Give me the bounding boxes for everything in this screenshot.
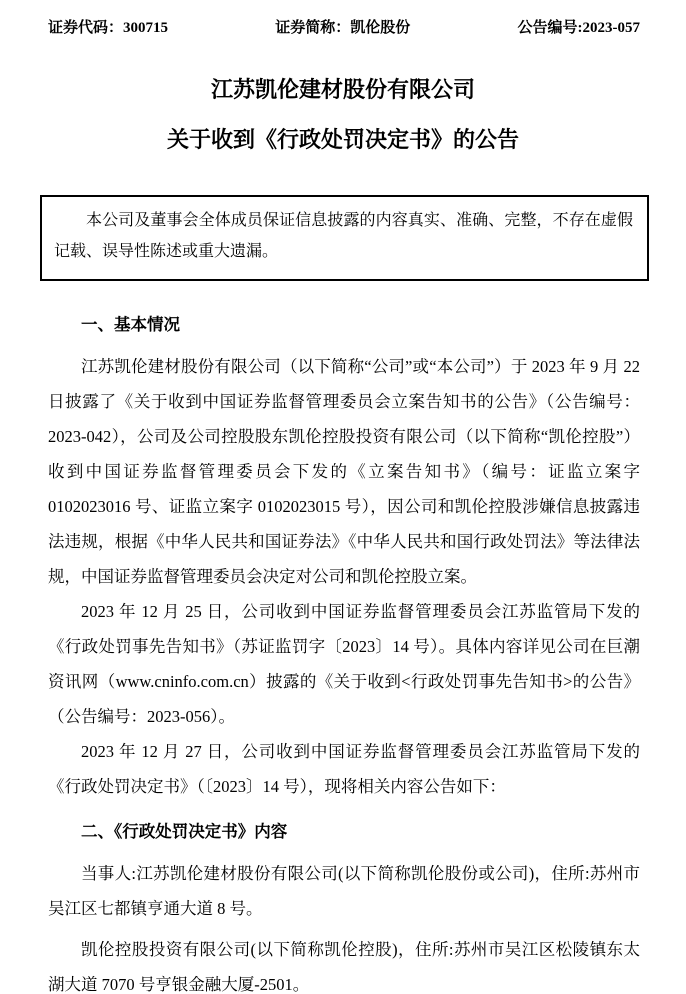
paragraph-advance-notice: 2023 年 12 月 25 日，公司收到中国证券监督管理委员会江苏监管局下发的《行政处罚事先告知书》（苏证监罚字〔2023〕14 号）。具体内容详见公司在巨潮资讯网（www.cninfo.com.cn）披露的《关于收到<行政处罚事先告知书>的公告》（公告编号：2023-056）。 [48,602,640,726]
section-heading-basic-info: 一、基本情况 [81,315,180,334]
stock-code: 证券代码：300715 [48,20,169,36]
paragraph-case-filing: 江苏凯伦建材股份有限公司（以下简称“公司”或“本公司”）于 2023 年 9 月 22 日披露了《关于收到中国证券监督管理委员会立案告知书的公告》（公告编号：2023-042），公司及公司控股股东凯伦控股投资有限公司（以下简称“凯伦控股”）收到中国证券监督管理委员会下发的《立案告知书》（编号：证监立案字 0102023016 号、证监立案字 0102023015 号），因公司和凯伦控股涉嫌信息披露违法违规，根据《中华人民共和国证券法》《中华人民共和国行政处罚法》等法律法规，中国证券监督管理委员会决定对公司和凯伦控股立案。 [48,357,640,586]
stock-name: 证券简称：凯伦股份 [275,20,411,36]
doc-header [48,16,640,37]
doc-title-line2: 关于收到《行政处罚决定书》的公告 [166,127,519,152]
doc-body [48,313,640,994]
disclaimer-text: 本公司及董事会全体成员保证信息披露的内容真实、准确、完整，不存在虚假记载、误导性陈述或重大遗漏。 [54,212,633,260]
disclaimer-box [40,195,649,281]
paragraph-decision-received: 2023 年 12 月 27 日，公司收到中国证券监督管理委员会江苏监管局下发的《行政处罚决定书》（〔2023〕14 号），现将相关内容公告如下： [48,742,640,796]
announcement-number: 公告编号:2023-057 [517,20,640,36]
paragraph-party-company: 当事人:江苏凯伦建材股份有限公司(以下简称凯伦股份或公司)，住所:苏州市吴江区七都镇亨通大道 8 号。 [48,864,640,918]
section-heading-decision-content: 二、《行政处罚决定书》内容 [81,822,288,841]
doc-title [0,65,686,165]
paragraph-party-holding: 凯伦控股投资有限公司(以下简称凯伦控股)，住所:苏州市吴江区松陵镇东太湖大道 7070 号亨银金融大厦-2501。 [48,940,640,994]
doc-title-line1: 江苏凯伦建材股份有限公司 [210,77,475,102]
